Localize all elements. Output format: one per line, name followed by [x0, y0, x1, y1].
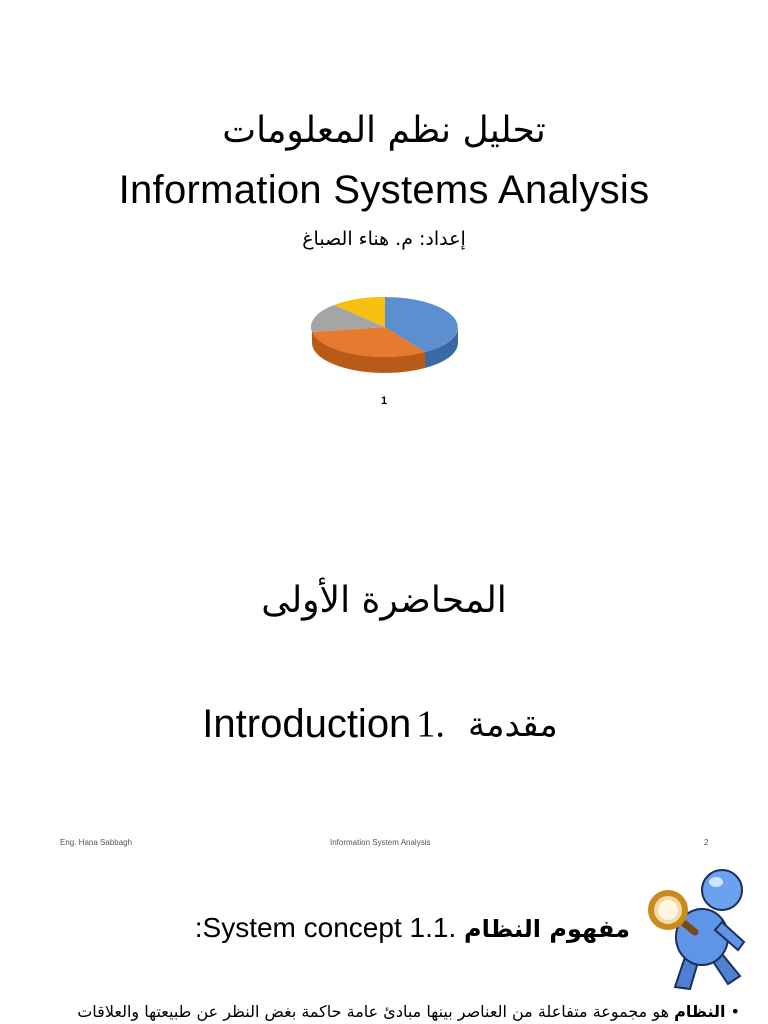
bullet-text: هو مجموعة متفاعلة من العناصر بينها مبادئ عامة حاكمة بغض النظر عن طبيعتها والعلاقات [77, 1002, 675, 1021]
bullet-marker: • [725, 1002, 740, 1021]
introduction-arabic: مقدمة [468, 704, 558, 745]
footer-page-number: 2 [704, 838, 709, 847]
magnifying-glass-person-icon [640, 862, 760, 992]
system-concept-english: :System concept [194, 912, 402, 943]
system-definition-bullet [40, 1002, 740, 1021]
lecture-title: المحاضرة الأولى [261, 580, 507, 621]
title-arabic: تحليل نظم المعلومات [222, 110, 546, 151]
footer-author: Eng. Hana Sabbagh [60, 838, 133, 847]
title-english: Information Systems Analysis [118, 168, 650, 212]
pie-chart-graphic [300, 282, 470, 392]
introduction-heading [0, 702, 768, 747]
introduction-english: Introduction [202, 702, 412, 746]
slide-1-page-number: 1 [380, 395, 388, 407]
system-concept-heading [150, 912, 630, 944]
footer-course: Information System Analysis [330, 838, 431, 847]
introduction-number: .1 [416, 703, 445, 746]
system-concept-number: .1.1 [409, 912, 457, 943]
system-concept-arabic: مفهوم النظام [464, 915, 630, 943]
author-line: إعداد: م. هناء الصباغ [302, 228, 466, 250]
bullet-bold-term: النظام [674, 1002, 726, 1021]
